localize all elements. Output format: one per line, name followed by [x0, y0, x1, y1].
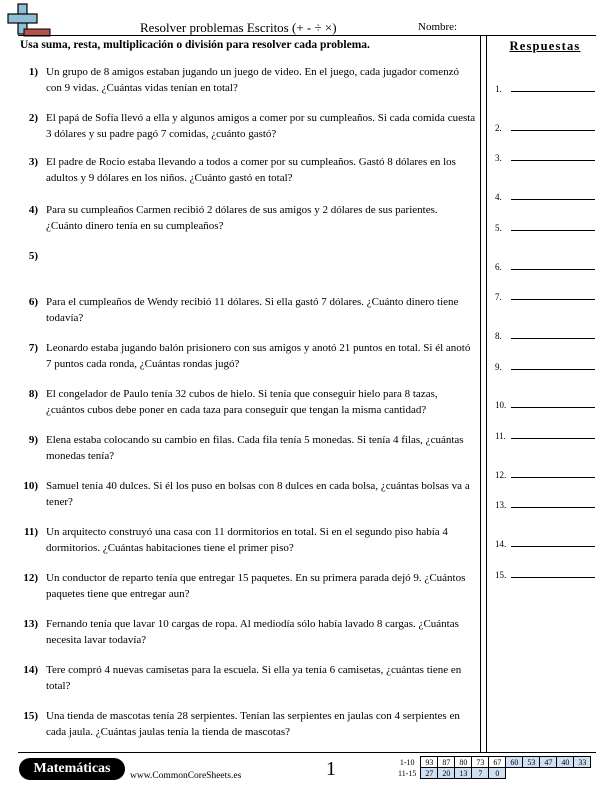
worksheet-title: Resolver problemas Escritos (+ - ÷ ×)	[140, 20, 337, 35]
answer-line[interactable]	[511, 546, 595, 547]
problem-text: El papá de Sofía llevó a ella y algunos amigos a comer por su cumpleaños. Si cada comida cuesta 3 dólares y su padre pagó 7 comidas, ¿cuánto gastó?	[46, 112, 476, 140]
answer-number: 8.	[495, 330, 502, 341]
problem-item	[20, 64, 476, 96]
score-row	[396, 757, 591, 768]
answer-number: 6.	[495, 261, 502, 272]
problem-number: 11)	[23, 526, 38, 538]
score-cell: 7	[472, 768, 489, 779]
answer-line[interactable]	[511, 338, 595, 339]
answer-field[interactable]	[495, 533, 595, 549]
problem-item	[20, 154, 476, 186]
answer-field[interactable]	[495, 564, 595, 580]
column-divider-left	[480, 36, 481, 752]
problem-number: 5)	[28, 250, 38, 262]
answer-number: 5.	[495, 222, 502, 233]
answer-line[interactable]	[511, 130, 595, 131]
score-cell: 67	[489, 757, 506, 768]
answer-field[interactable]	[495, 217, 595, 233]
answer-number: 15.	[495, 569, 507, 580]
answer-number: 11.	[495, 431, 506, 441]
footer-divider	[18, 752, 596, 753]
answer-number: 10.	[495, 400, 507, 411]
problem-number: 3)	[28, 156, 38, 168]
problem-text: Para su cumpleaños Carmen recibió 2 dólares de sus amigos y 2 dólares de sus parientes. ¿Cuánto dinero tenía en su cumpleaños?	[46, 204, 438, 232]
answer-field[interactable]	[495, 494, 595, 510]
score-table	[396, 756, 591, 779]
problem-text: Un arquitecto construyó una casa con 11 dormitorios en total. Si en el segundo piso había 4 dormitorios. ¿Cuántas habitaciones tiene el primer piso?	[46, 526, 448, 554]
problem-item	[20, 662, 476, 694]
problem-item	[20, 340, 476, 372]
answer-number: 13.	[495, 500, 507, 511]
problem-item	[20, 294, 476, 326]
problem-item	[20, 708, 476, 740]
answer-line[interactable]	[511, 91, 595, 92]
answer-line[interactable]	[511, 160, 595, 161]
problem-number: 13)	[23, 618, 38, 630]
answer-field[interactable]	[495, 117, 595, 133]
problem-number: 2)	[28, 112, 38, 124]
answer-number: 2.	[495, 122, 502, 133]
answer-field[interactable]	[495, 356, 595, 372]
answer-field[interactable]	[495, 394, 595, 410]
answer-number: 14.	[495, 539, 507, 550]
problem-text: Un grupo de 8 amigos estaban jugando un juego de video. En el juego, cada jugador comenzó con 9 vidas. ¿Cuántas vidas tenían en total?	[46, 66, 459, 94]
answer-line[interactable]	[511, 199, 595, 200]
score-row-label: 1-10	[399, 757, 415, 767]
answer-number: 1.	[495, 84, 502, 94]
answer-number: 9.	[495, 361, 502, 372]
problem-number: 7)	[28, 342, 38, 354]
problem-text: El congelador de Paulo tenía 32 cubos de hielo. Si tenía que conseguir hielo para 8 tazas, ¿cuántos cubos debe poner en cada taza para conseguir que tengan la misma cantidad?	[46, 388, 438, 416]
problem-text: Fernando tenía que lavar 10 cargas de ropa. Al mediodía sólo había lavado 8 cargas. ¿Cuántas necesita lavar todavía?	[46, 618, 459, 646]
problem-text: El padre de Rocio estaba llevando a todos a comer por su cumpleaños. Gastó 8 dólares en los adultos y 9 dólares en los niños. ¿Cuánto gastó en total?	[46, 156, 456, 184]
answer-field[interactable]	[495, 186, 595, 202]
answer-line[interactable]	[511, 407, 595, 408]
score-row	[396, 768, 591, 779]
name-label: Nombre:	[418, 21, 458, 33]
answer-field[interactable]	[495, 425, 595, 441]
problem-number: 10)	[23, 480, 38, 492]
score-cell: 47	[540, 757, 557, 768]
score-cell: 80	[455, 757, 472, 768]
problem-item	[20, 386, 476, 418]
answers-title: Respuestas	[509, 39, 581, 53]
problem-text: Una tienda de mascotas tenía 28 serpientes. Tenían las serpientes en jaulas con 4 serpientes en cada jaula. ¿Cuántas jaulas tenía la tienda de mascotas?	[46, 710, 460, 738]
problem-text: Elena estaba colocando su cambio en filas. Cada fila tenía 5 monedas. Si tenía 4 filas, ¿cuántas monedas tenía?	[46, 434, 464, 462]
problem-text: Samuel tenía 40 dulces. Si él los puso en bolsas con 8 dulces en cada bolsa, ¿cuántas bolsas va a tener?	[46, 480, 470, 508]
problem-number: 4)	[28, 204, 38, 216]
score-cell: 13	[455, 768, 472, 779]
problem-number: 15)	[23, 710, 38, 722]
problem-text: Un conductor de reparto tenía que entregar 15 paquetes. En su primera parada dejó 9. ¿Cuántos paquetes tiene que entregar aun?	[46, 572, 466, 600]
problem-text: Tere compró 4 nuevas camisetas para la escuela. Si ella ya tenía 6 camisetas, ¿cuántas tiene en total?	[46, 664, 462, 692]
answer-number: 7.	[495, 292, 502, 303]
score-cell: 27	[421, 768, 438, 779]
score-cell: 93	[421, 757, 438, 768]
problem-item	[20, 524, 476, 556]
problem-text: Para el cumpleaños de Wendy recibió 11 dólares. Si ella gastó 7 dólares. ¿Cuánto dinero tiene todavía?	[46, 296, 459, 324]
score-cell: 20	[438, 768, 455, 779]
score-row-label: 11-15	[398, 768, 417, 778]
problem-number: 12)	[23, 572, 38, 584]
answer-number: 4.	[495, 192, 502, 203]
answer-line[interactable]	[511, 507, 595, 508]
answer-field[interactable]	[495, 464, 595, 480]
score-cell: 87	[438, 757, 455, 768]
problem-item	[20, 570, 476, 602]
score-cell: 0	[489, 768, 506, 779]
answer-line[interactable]	[511, 269, 595, 270]
problem-number: 6)	[28, 296, 38, 308]
answer-field[interactable]	[495, 286, 595, 302]
problem-number: 8)	[28, 388, 38, 400]
answer-number: 12.	[495, 469, 507, 480]
site-url: www.CommonCoreSheets.es	[130, 771, 242, 781]
answer-field[interactable]	[495, 78, 595, 94]
problem-item	[20, 432, 476, 464]
problem-item	[20, 202, 476, 234]
problem-number: 1)	[28, 66, 38, 78]
problem-text: Leonardo estaba jugando balón prisionero con sus amigos y anotó 21 puntos en total. Si él anotó 7 puntos cada ronda, ¿Cuántas rondas jugó?	[46, 342, 471, 370]
problem-item	[20, 110, 476, 142]
problem-item	[20, 616, 476, 648]
answer-line[interactable]	[511, 438, 595, 439]
header-divider	[18, 35, 596, 36]
score-cell: 53	[523, 757, 540, 768]
problem-number: 9)	[28, 434, 38, 446]
brand-badge: Matemáticas	[19, 758, 125, 780]
answer-line[interactable]	[511, 477, 595, 478]
instructions: Usa suma, resta, multiplicación o división para resolver cada problema.	[20, 39, 370, 51]
answer-field[interactable]	[495, 147, 595, 163]
page-number: 1	[326, 758, 336, 780]
problem-item	[20, 478, 476, 510]
score-cell: 60	[506, 757, 523, 768]
answer-line[interactable]	[511, 369, 595, 370]
problem-number: 14)	[23, 664, 38, 676]
answer-number: 3.	[495, 153, 502, 164]
answer-field[interactable]	[495, 256, 595, 272]
answer-line[interactable]	[511, 230, 595, 231]
answer-line[interactable]	[511, 577, 595, 578]
score-cell: 73	[472, 757, 489, 768]
logo-icon	[4, 2, 52, 38]
column-divider-right	[486, 36, 487, 752]
score-cell: 33	[574, 757, 591, 768]
score-cell: 40	[557, 757, 574, 768]
answer-line[interactable]	[511, 299, 595, 300]
answer-field[interactable]	[495, 325, 595, 341]
